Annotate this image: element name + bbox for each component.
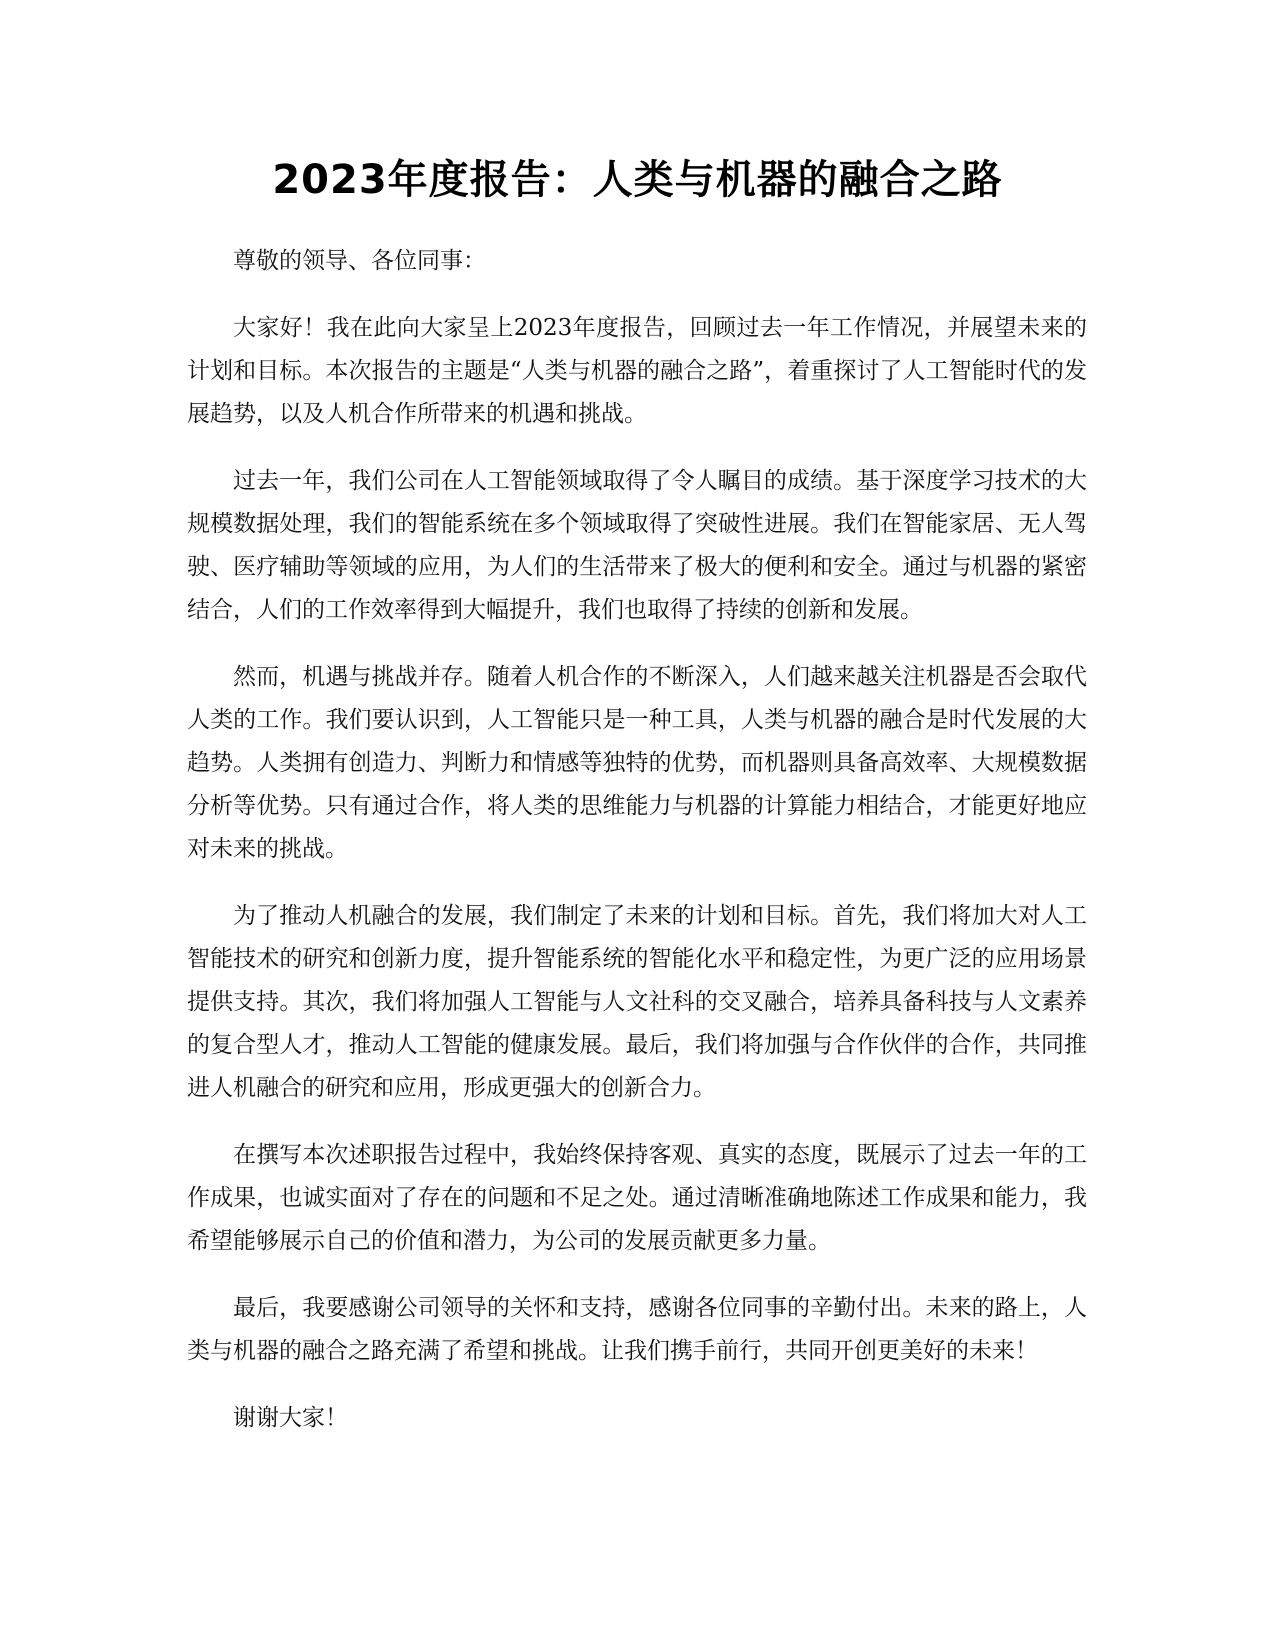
paragraph-plans: 为了推动人机融合的发展，我们制定了未来的计划和目标。首先，我们将加大对人工智能技术的研究和创新力度，提升智能系统的智能化水平和稳定性，为更广泛的应用场景提供支持。其次，我们将加强人工智能与人文社科的交叉融合，培养具备科技与人文素养的复合型人才，推动人工智能的健康发展。最后，我们将加强与合作伙伴的合作，共同推进人机融合的研究和应用，形成更强大的创新合力。: [187, 903, 1087, 1101]
paragraph-achievements: 过去一年，我们公司在人工智能领域取得了令人瞩目的成绩。基于深度学习技术的大规模数据处理，我们的智能系统在多个领域取得了突破性进展。我们在智能家居、无人驾驶、医疗辅助等领域的应用，为人们的生活带来了极大的便利和安全。通过与机器的紧密结合，人们的工作效率得到大幅提升，我们也取得了持续的创新和发展。: [187, 468, 1087, 623]
paragraph-intro: 大家好！我在此向大家呈上2023年度报告，回顾过去一年工作情况，并展望未来的计划和目标。本次报告的主题是“人类与机器的融合之路”，着重探讨了人工智能时代的发展趋势，以及人机合作所带来的机遇和挑战。: [187, 315, 1087, 427]
paragraph-thanks: 最后，我要感谢公司领导的关怀和支持，感谢各位同事的辛勤付出。未来的路上，人类与机器的融合之路充满了希望和挑战。让我们携手前行，共同开创更美好的未来！: [187, 1295, 1087, 1364]
document-body: [187, 240, 1087, 1464]
document-title: 2023年度报告：人类与机器的融合之路: [272, 157, 1003, 203]
salutation: 尊敬的领导、各位同事：: [233, 248, 486, 274]
paragraph-challenges: 然而，机遇与挑战并存。随着人机合作的不断深入，人们越来越关注机器是否会取代人类的工作。我们要认识到，人工智能只是一种工具，人类与机器的融合是时代发展的大趋势。人类拥有创造力、判断力和情感等独特的优势，而机器则具备高效率、大规模数据分析等优势。只有通过合作，将人类的思维能力与机器的计算能力相结合，才能更好地应对未来的挑战。: [187, 664, 1087, 862]
paragraph-reflection: 在撰写本次述职报告过程中，我始终保持客观、真实的态度，既展示了过去一年的工作成果，也诚实面对了存在的问题和不足之处。通过清晰准确地陈述工作成果和能力，我希望能够展示自己的价值和潜力，为公司的发展贡献更多力量。: [187, 1142, 1087, 1254]
closing: 谢谢大家！: [233, 1405, 348, 1431]
